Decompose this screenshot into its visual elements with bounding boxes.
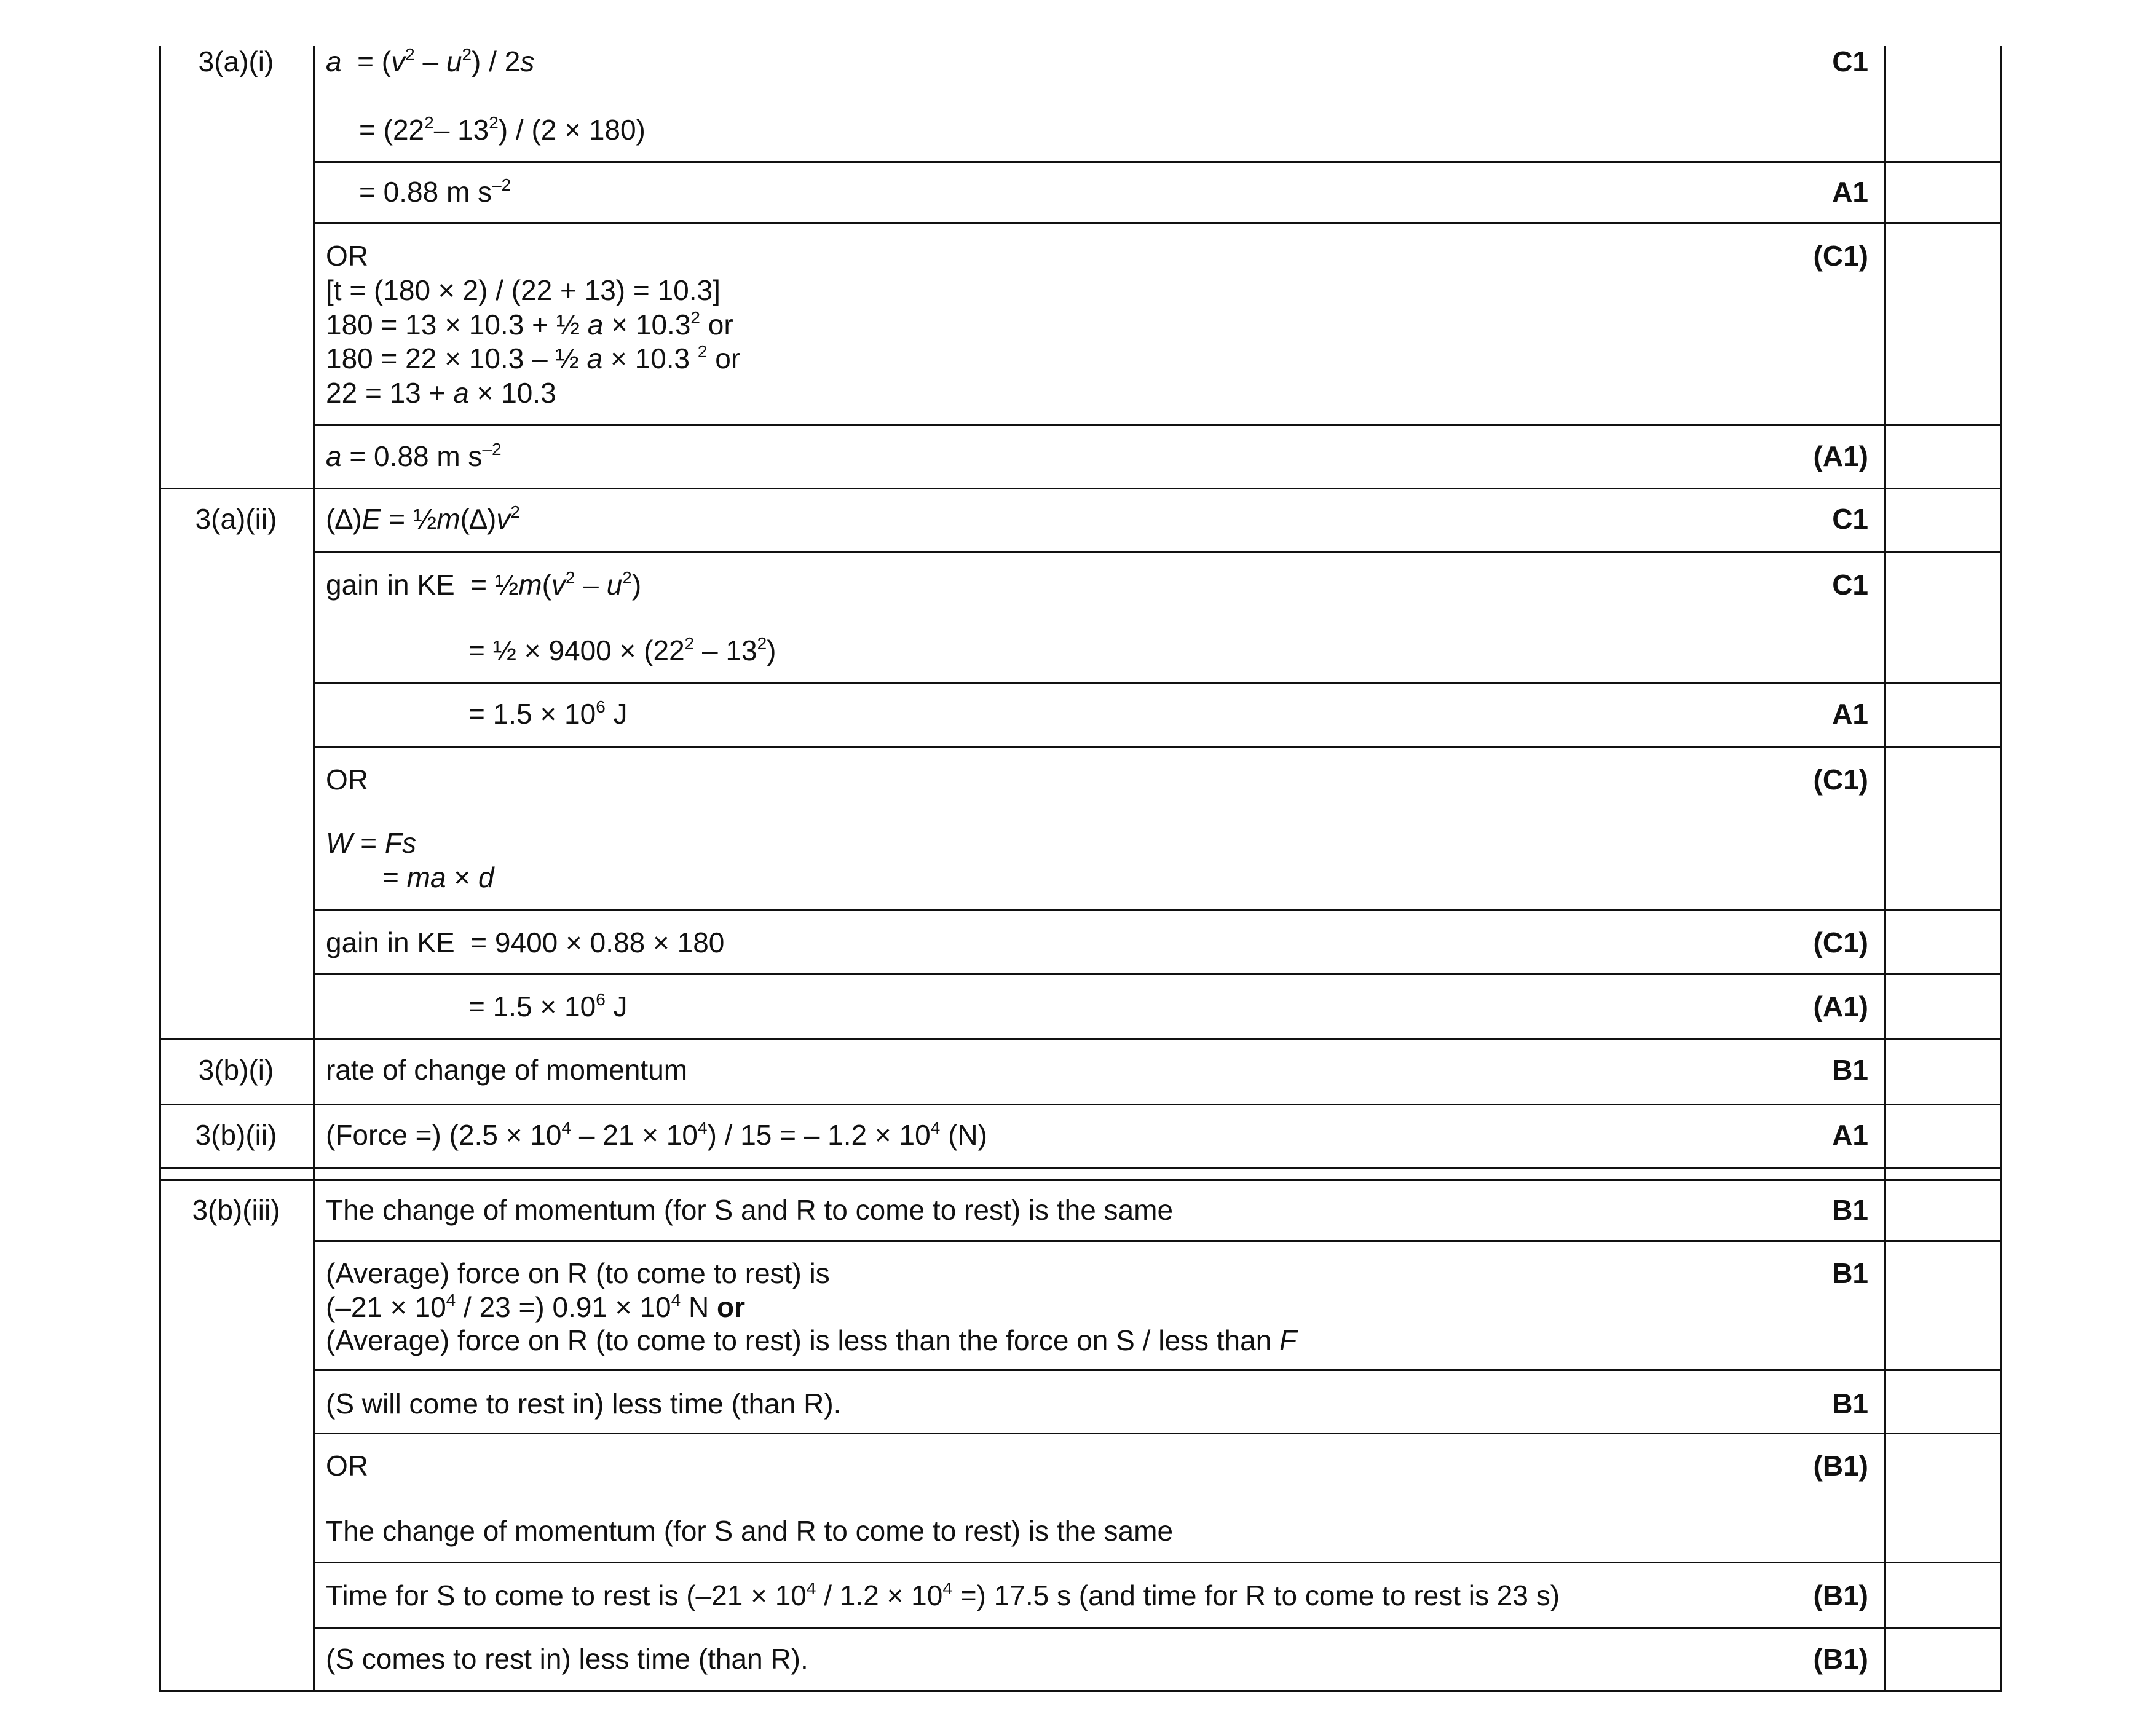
- mark-value: B1: [1832, 1054, 1868, 1086]
- row-separator: [313, 682, 2002, 684]
- row-separator: [313, 1433, 2002, 1434]
- group-separator: [159, 1167, 2002, 1169]
- row-separator: [313, 1369, 2002, 1371]
- answer-line: (S will come to rest in) less time (than R).: [326, 1388, 842, 1420]
- table-left-border: [159, 46, 161, 1692]
- mark-value: (A1): [1813, 440, 1868, 472]
- row-separator: [313, 1627, 2002, 1629]
- answer-line: rate of change of momentum: [326, 1054, 688, 1086]
- question-number: 3(b)(ii): [195, 1119, 277, 1151]
- row-separator: [313, 746, 2002, 748]
- answer-line: The change of momentum (for S and R to come to rest) is the same: [326, 1515, 1174, 1547]
- row-separator: [313, 1562, 2002, 1563]
- group-separator: [159, 488, 2002, 489]
- row-separator: [313, 222, 2002, 224]
- mark-value: C1: [1832, 45, 1868, 77]
- answer-line: OR: [326, 1450, 368, 1482]
- group-separator: [159, 1038, 2002, 1040]
- answer-line: ($-21 \times 10^4 / 23$ =) $0.91 \times 10^4$ N or: [326, 1290, 745, 1323]
- answer-line: [t = (180 × 2) / (22 + 13) = 10.3]: [326, 274, 721, 306]
- mark-value: A1: [1832, 1119, 1868, 1151]
- answer-line: gain in KE = $\frac{1}{2}m(v^2 - u^2)$: [326, 568, 642, 601]
- mark-value: (C1): [1813, 927, 1868, 958]
- question-number: 3(b)(iii): [192, 1194, 280, 1226]
- row-separator: [313, 424, 2002, 426]
- row-separator: [313, 161, 2002, 163]
- mark-value: C1: [1832, 503, 1868, 535]
- variable-a: a: [326, 45, 342, 77]
- mark-value: (B1): [1813, 1450, 1868, 1482]
- question-column-divider: [313, 46, 315, 1692]
- answer-line: = ($22^2-$ $13^2) / (2 \times 180)$: [359, 113, 646, 146]
- answer-line: OR: [326, 764, 368, 796]
- table-bottom-border: [159, 1690, 2002, 1692]
- answer-line: (S comes to rest in) less time (than R).: [326, 1643, 808, 1675]
- answer-line: = 0.88 m $s^{-2}$: [359, 175, 511, 208]
- answer-line: 22 = 13 + a × 10.3: [326, 377, 556, 409]
- answer-line: 180 = 22 × 10.3 – ½ a × 10.3 $^2$ or: [326, 342, 741, 374]
- mark-value: B1: [1832, 1388, 1868, 1420]
- group-separator: [159, 1104, 2002, 1105]
- row-separator: [313, 909, 2002, 911]
- question-number: 3(a)(i): [198, 45, 274, 77]
- mark-value: (B1): [1813, 1643, 1868, 1675]
- answer-line: a = 0.88 m $s^{-2}$: [326, 440, 502, 472]
- answer-line: = ½ × $9400 \times (22^2 - 13^2)$: [468, 634, 776, 666]
- mark-value: C1: [1832, 569, 1868, 601]
- answer-line: Time for S to come to rest is ($-21 \times 10^4 / 1.2 \times 10^4$ =) 17.5 s (and time for R to come to rest is 23 s): [326, 1579, 1560, 1611]
- mark-value: B1: [1832, 1194, 1868, 1226]
- answer-line: = $1.5 \times 10^6$ J: [468, 697, 628, 730]
- answer-line: W = Fs: [326, 827, 416, 859]
- row-separator: [313, 551, 2002, 553]
- answer-line: gain in KE = 9400 × 0.88 × 180: [326, 927, 725, 958]
- answer-line: 180 = 13 × 10.3 + ½ $a \times 10.3^2$ or: [326, 308, 733, 341]
- question-number: 3(b)(i): [198, 1054, 274, 1086]
- answer-line: (Average) force on R (to come to rest) is less than the force on S / less than F: [326, 1324, 1297, 1356]
- table-right-border: [2000, 46, 2002, 1692]
- answer-line: (Average) force on R (to come to rest) is: [326, 1257, 830, 1289]
- mark-value: A1: [1832, 698, 1868, 730]
- mark-value: (A1): [1813, 990, 1868, 1022]
- group-separator: [159, 1179, 2002, 1181]
- mark-value: (B1): [1813, 1579, 1868, 1611]
- answer-line: The change of momentum (for S and R to come to rest) is the same: [326, 1194, 1174, 1226]
- answer-line: OR: [326, 240, 368, 272]
- question-number: 3(a)(ii): [195, 503, 277, 535]
- row-separator: [313, 1240, 2002, 1242]
- answer-line: (Force =) $(2.5 \times 10^4 - 21 \times 10^4) / 15$ = – $1.2 \times 10^4$ (N): [326, 1118, 987, 1151]
- answer-line: = ma × d: [382, 861, 494, 893]
- answer-line: $(\Delta)E = \frac{1}{2}m(\Delta)v^2$: [326, 502, 520, 535]
- marks-column-divider: [1884, 46, 1886, 1692]
- answer-line: = $1.5 \times 10^6$ J: [468, 990, 628, 1022]
- mark-value: B1: [1832, 1257, 1868, 1289]
- mark-value: (C1): [1813, 240, 1868, 272]
- mark-value: (C1): [1813, 764, 1868, 796]
- mark-value: A1: [1832, 176, 1868, 208]
- row-separator: [313, 973, 2002, 975]
- answer-line: $a = (v^2 - u^2) / 2s$: [326, 45, 535, 77]
